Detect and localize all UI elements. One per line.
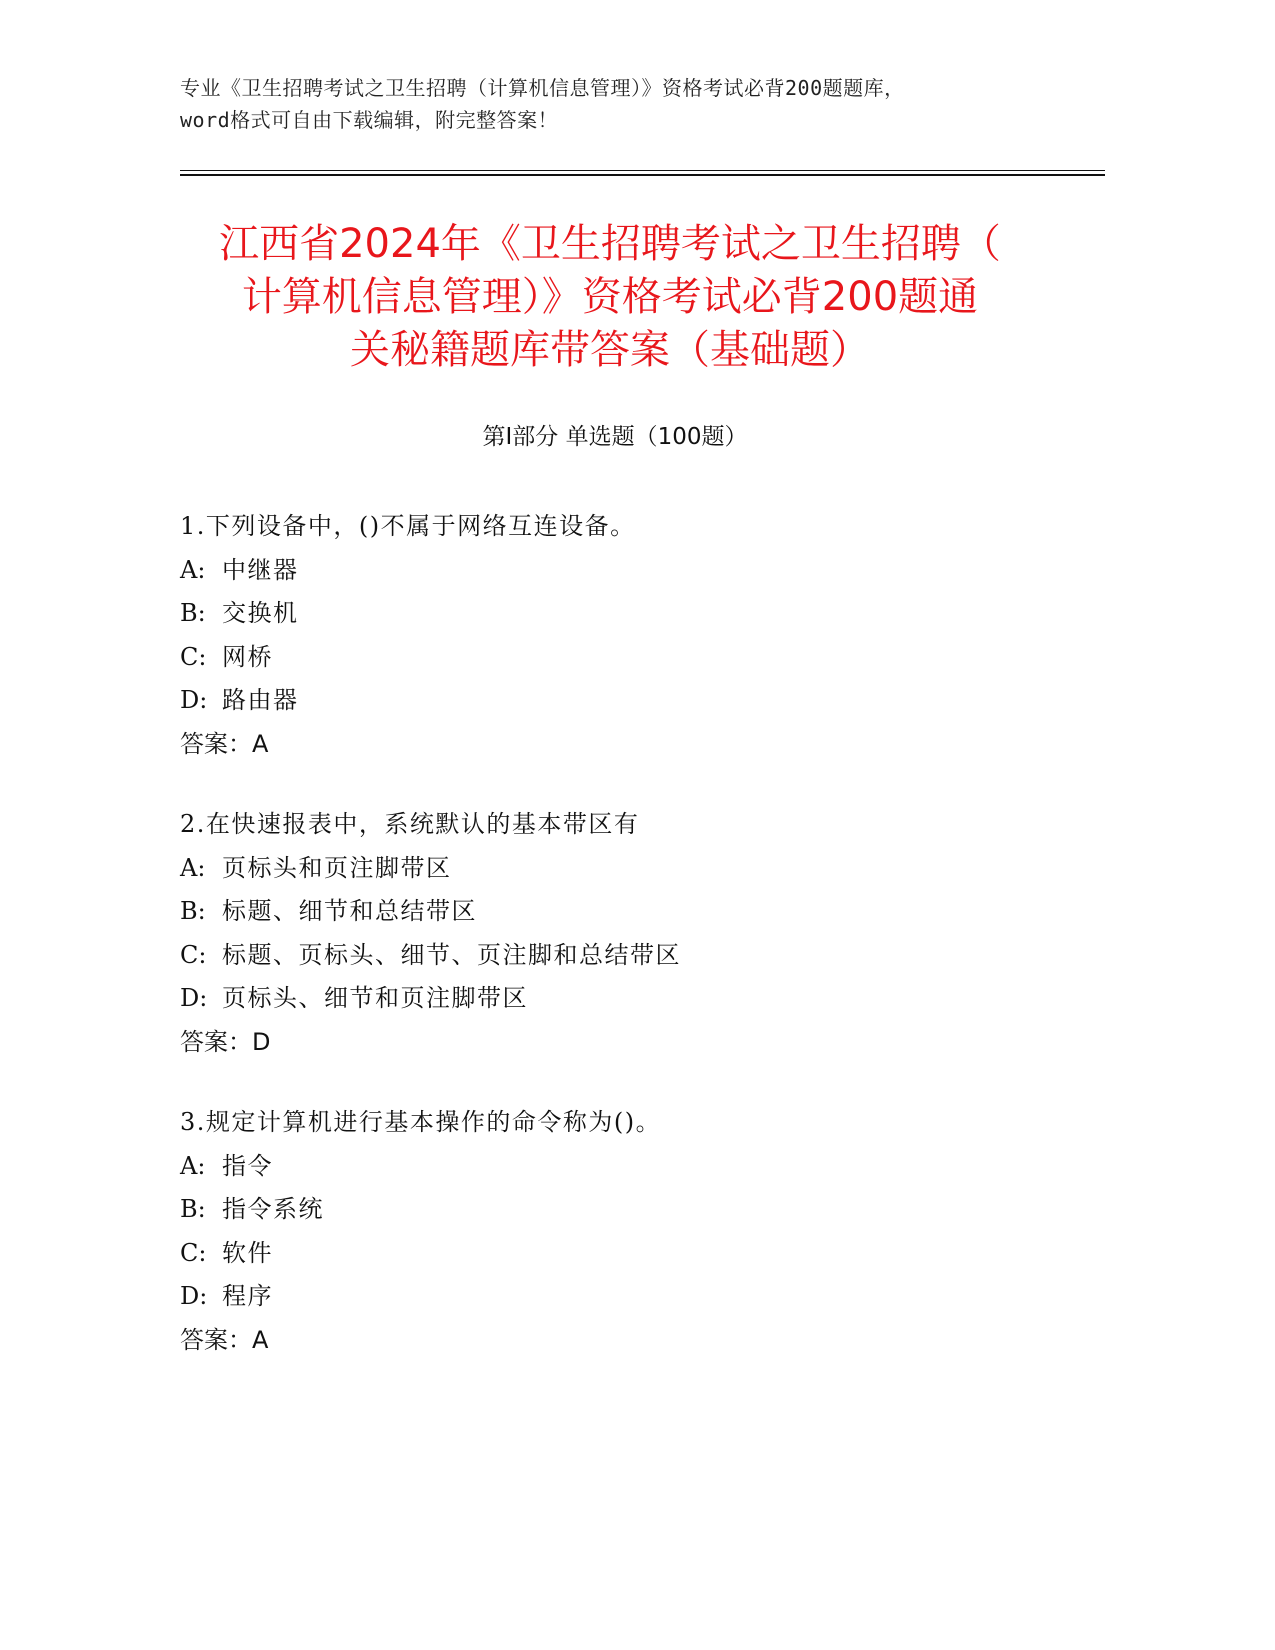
option-b	[180, 1188, 1130, 1232]
option-letter: A:	[180, 853, 206, 882]
option-d	[180, 679, 1130, 723]
option-a	[180, 847, 1130, 891]
option-text: 指令	[222, 1151, 273, 1180]
option-text: 交换机	[222, 599, 299, 627]
option-text: 网桥	[222, 642, 273, 671]
document-title	[160, 218, 1060, 377]
option-letter: D:	[180, 1282, 208, 1310]
option-b	[180, 592, 1130, 636]
answer-line: 答案：D	[180, 1027, 271, 1056]
question-item	[180, 1101, 1130, 1362]
option-text: 软件	[222, 1238, 273, 1267]
question-stem: 2.在快速报表中，系统默认的基本带区有	[180, 810, 640, 838]
option-c	[180, 636, 1130, 680]
option-letter: B:	[180, 897, 206, 925]
option-text: 程序	[222, 1282, 273, 1310]
header-note-line-2: word格式可自由下载编辑，附完整答案！	[180, 108, 559, 132]
question-stem: 3.规定计算机进行基本操作的命令称为()。	[180, 1108, 662, 1136]
option-b	[180, 890, 1130, 934]
option-d	[180, 977, 1130, 1021]
question-item	[180, 505, 1130, 766]
title-line-1: 江西省2024年《卫生招聘考试之卫生招聘（	[219, 221, 1001, 267]
option-a	[180, 1145, 1130, 1189]
option-text: 标题、细节和总结带区	[222, 897, 477, 925]
header-note-line-1: 专业《卫生招聘考试之卫生招聘（计算机信息管理）》资格考试必背200题题库，	[180, 76, 905, 100]
answer-line: 答案：A	[180, 729, 269, 758]
answer-line: 答案：A	[180, 1325, 269, 1354]
option-letter: B:	[180, 1195, 206, 1223]
option-text: 指令系统	[222, 1195, 324, 1223]
section-heading: 第Ⅰ部分 单选题（100题）	[482, 424, 748, 450]
option-text: 标题、页标头、细节、页注脚和总结带区	[222, 940, 681, 969]
option-text: 中继器	[222, 555, 299, 584]
option-a	[180, 549, 1130, 593]
option-text: 页标头和页注脚带区	[222, 853, 452, 882]
option-text: 页标头、细节和页注脚带区	[222, 984, 528, 1012]
question-list	[180, 505, 1130, 1399]
option-letter: D:	[180, 686, 208, 714]
title-line-3: 关秘籍题库带答案（基础题）	[350, 327, 870, 373]
header-divider-thick	[180, 174, 1105, 176]
option-letter: B:	[180, 599, 206, 627]
question-stem: 1.下列设备中，()不属于网络互连设备。	[180, 512, 636, 540]
option-letter: D:	[180, 984, 208, 1012]
option-letter: C:	[180, 1238, 207, 1267]
title-line-2: 计算机信息管理）》资格考试必背200题通	[241, 274, 979, 320]
option-letter: A:	[180, 555, 206, 584]
option-letter: A:	[180, 1151, 206, 1180]
option-letter: C:	[180, 642, 207, 671]
option-c	[180, 1232, 1130, 1276]
question-item	[180, 803, 1130, 1064]
header-divider-thin	[180, 170, 1105, 171]
option-text: 路由器	[222, 686, 299, 714]
document-header-note	[180, 72, 1100, 136]
option-d	[180, 1275, 1130, 1319]
option-c	[180, 934, 1130, 978]
option-letter: C:	[180, 940, 207, 969]
